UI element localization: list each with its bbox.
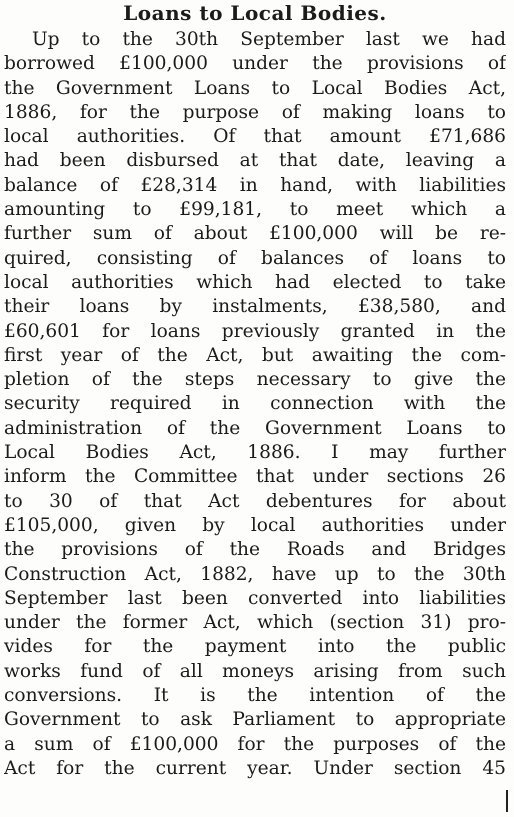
article-line: balance of £28,314 in hand, with liabilities [4,174,506,196]
article-line: inform the Committee that under sections 26 [4,466,506,488]
article-body [4,28,506,781]
article-line: borrowed £100,000 under the provisions of [4,53,506,75]
article-line: 1886, for the purpose of making loans to [4,101,506,123]
article-line: a sum of £100,000 for the purposes of the [4,733,506,755]
article-line: September last been converted into liabilities [4,587,506,609]
article-line: amounting to £99,181, to meet which a [4,199,506,221]
article-line: the provisions of the Roads and Bridges [4,539,506,561]
article-line: Act for the current year. Under section 45 [4,757,506,779]
article-line: works fund of all moneys arising from such [4,660,506,682]
article-line: security required in connection with the [4,393,506,415]
article-line: Local Bodies Act, 1886. I may further [4,442,506,464]
article-line: local authorities which had elected to take [4,271,506,293]
article-line: pletion of the steps necessary to give the [4,369,506,391]
article-line: the Government Loans to Local Bodies Act, [4,77,506,99]
article-line: vides for the payment into the public [4,636,506,658]
article-line: administration of the Government Loans to [4,417,506,439]
article-line: under the former Act, which (section 31) pro- [4,612,506,634]
article-line: further sum of about £100,000 will be re- [4,223,506,245]
article-line: conversions. It is the intention of the [4,685,506,707]
article-line: had been disbursed at that date, leaving a [4,150,506,172]
column-rule [506,790,508,812]
article-line: first year of the Act, but awaiting the com- [4,344,506,366]
article-line: Up to the 30th September last we had [32,29,506,50]
article-line: Construction Act, 1882, have up to the 30th [4,563,506,585]
article-line: their loans by instalments, £38,580, and [4,296,506,318]
article-line: Government to ask Parliament to appropriate [4,709,506,731]
article-line: £60,601 for loans previously granted in the [4,320,506,342]
article-line: local authorities. Of that amount £71,686 [4,126,506,148]
article-heading: Loans to Local Bodies. [123,1,387,25]
article-line: to 30 of that Act debentures for about [4,490,506,512]
article-line: £105,000, given by local authorities under [4,514,506,536]
article-line: quired, consisting of balances of loans to [4,247,506,269]
